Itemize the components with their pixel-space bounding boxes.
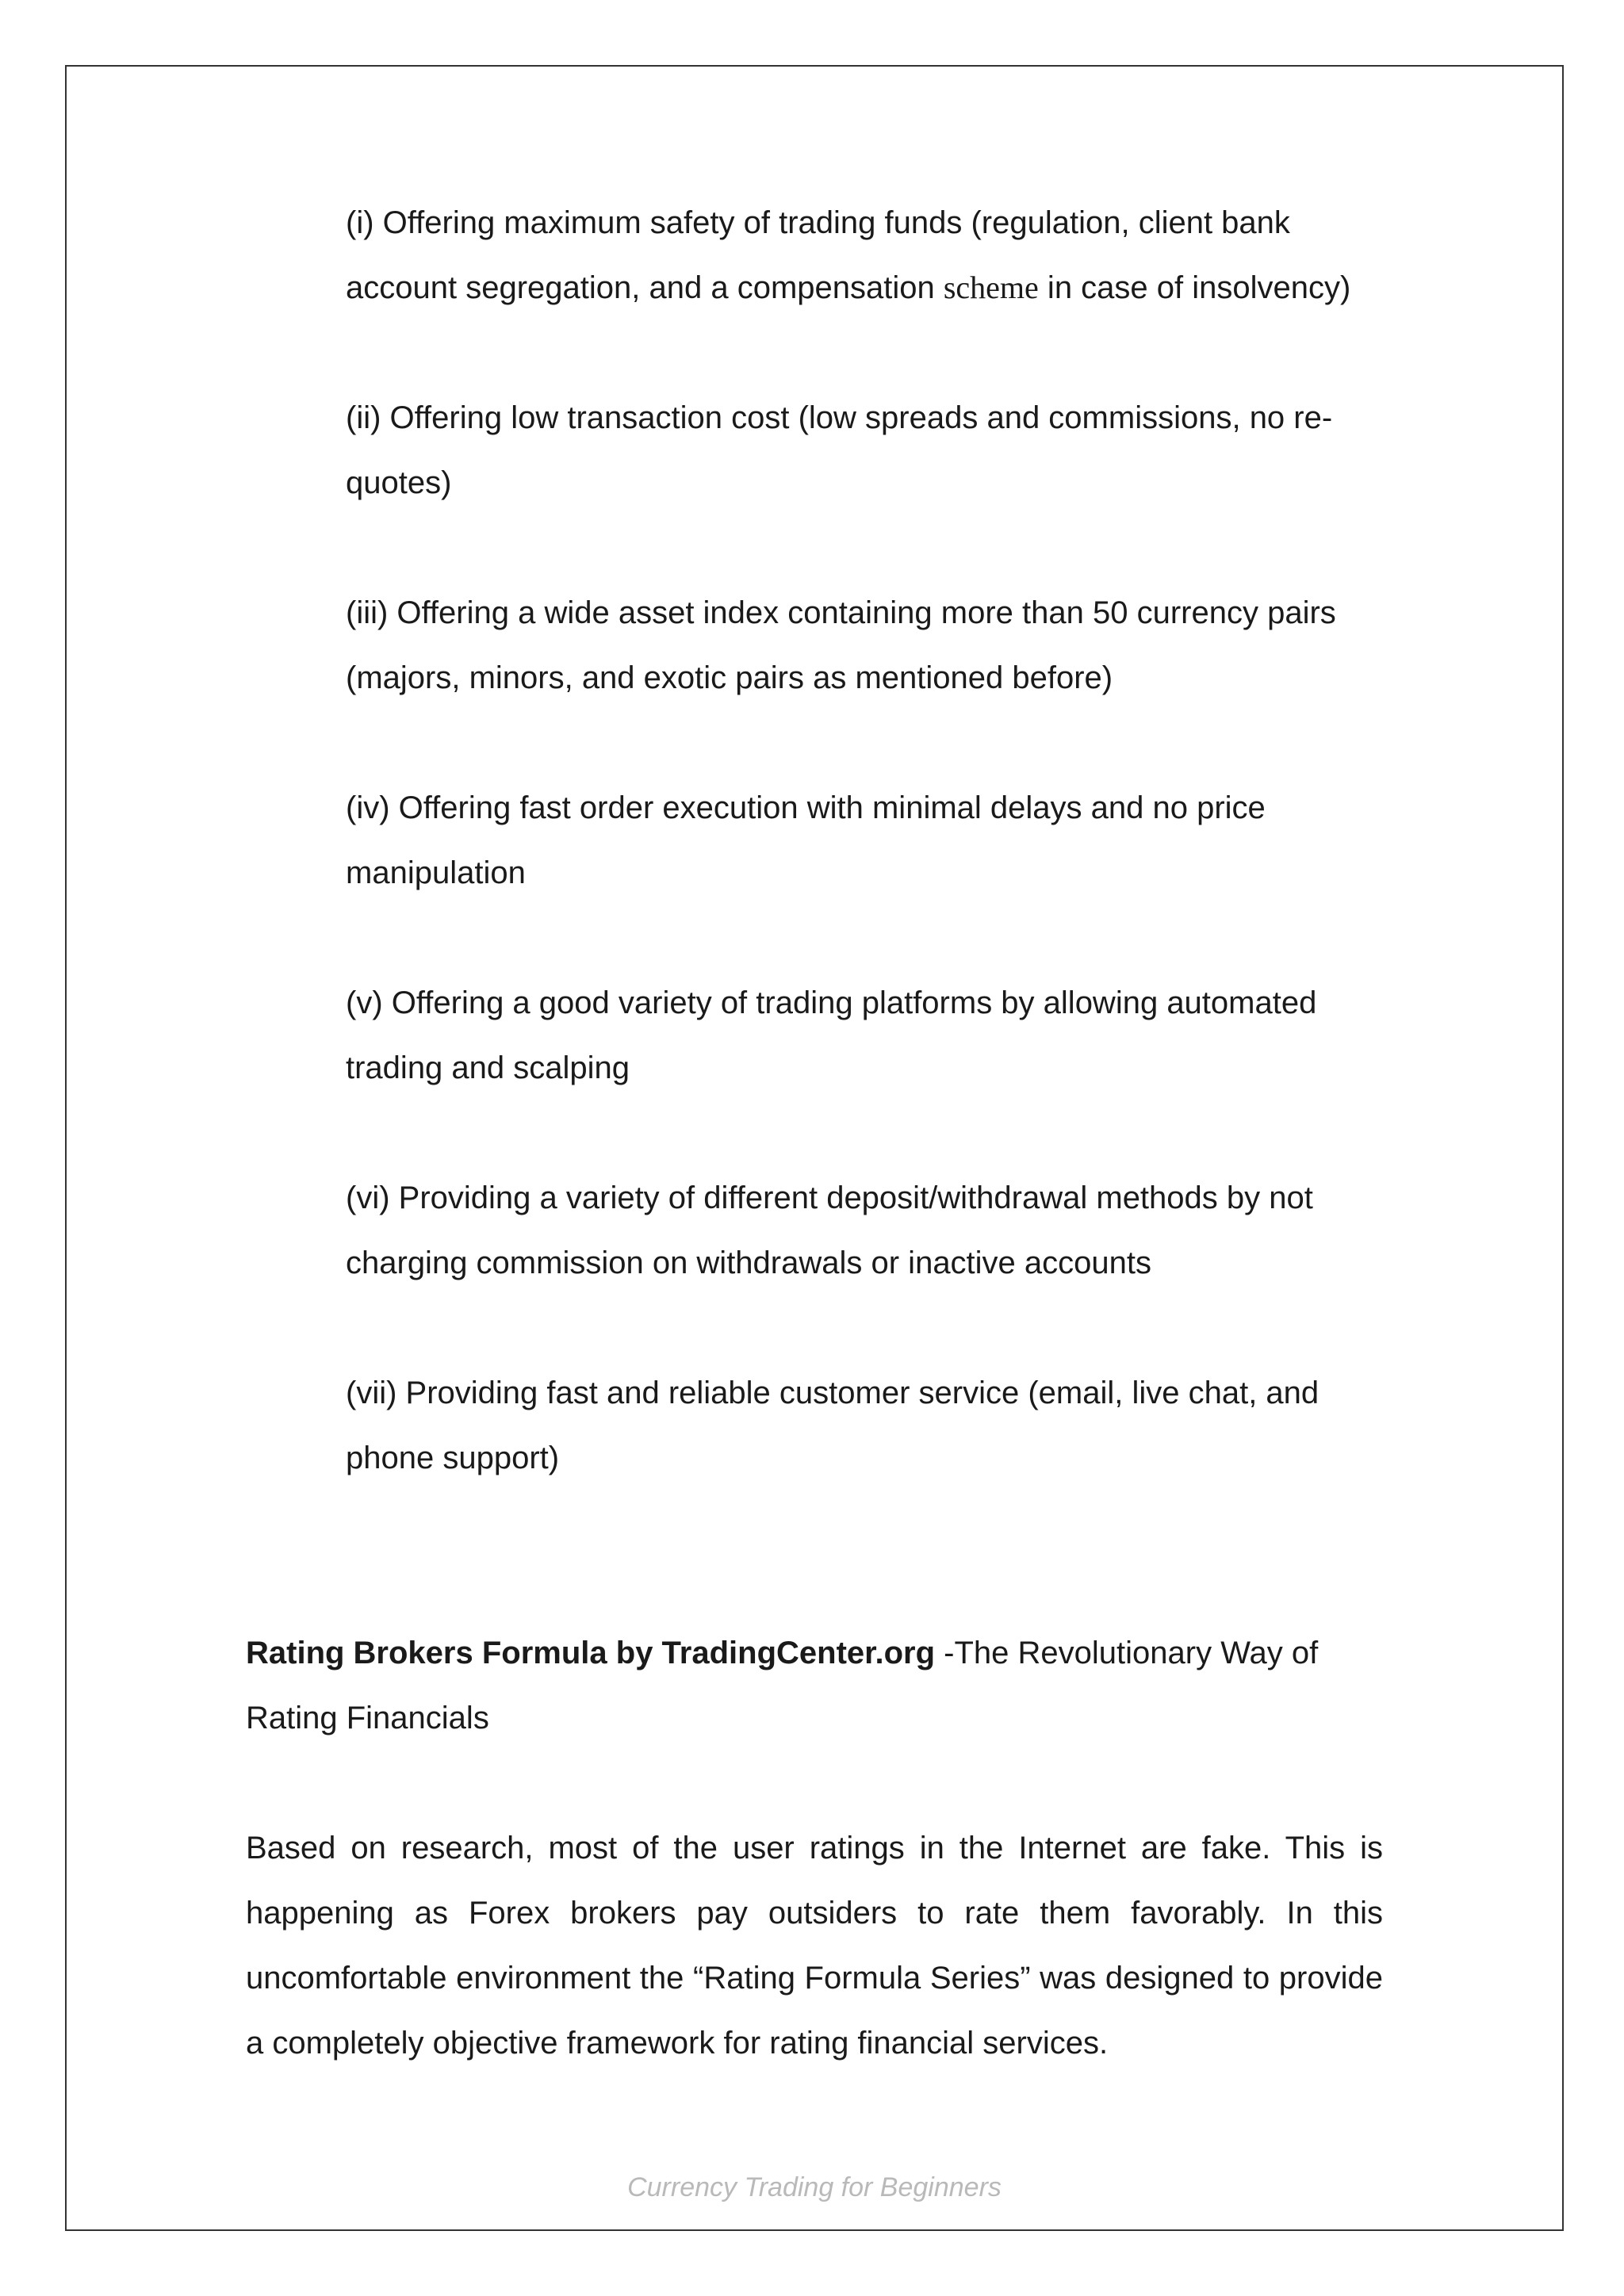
criteria-list [346,190,1377,1490]
list-item-serif-word: scheme [943,270,1039,305]
section-heading [246,1621,1383,1751]
list-item: (iii) Offering a wide asset index containing more than 50 currency pairs (majors, minors, and exotic pairs as mentioned before) [346,595,1336,695]
body-paragraph: Based on research, most of the user ratings in the Internet are fake. This is happening as Forex brokers pay outsiders to rate them favorably. In this uncomfortable environment the “Rating Formula Series” was designed to provide a completely objective framework for rating financial services. [246,1831,1383,2061]
list-item: (vii) Providing fast and reliable customer service (email, live chat, and phone support) [346,1376,1320,1475]
list-item-text: (i) Offering maximum safety of trading funds (regulation, client bank account segregation, and a compensation [346,205,1290,305]
list-item: (v) Offering a good variety of trading platforms by allowing automated trading and scalping [346,985,1317,1085]
list-item [346,190,1377,320]
list-item: (ii) Offering low transaction cost (low spreads and commissions, no re-quotes) [346,400,1333,500]
list-item: (iv) Offering fast order execution with minimal delays and no price manipulation [346,790,1266,890]
page-content [246,190,1383,2076]
section-heading-rest: -The Revolutionary Way of Rating Financials [246,1636,1319,1735]
section-heading-bold: Rating Brokers Formula by TradingCenter.org [246,1636,936,1670]
list-item-text: in case of insolvency) [1038,270,1351,305]
page-footer: Currency Trading for Beginners [627,2172,1002,2202]
list-item: (vi) Providing a variety of different deposit/withdrawal methods by not charging commission on withdrawals or inactive accounts [346,1181,1313,1280]
